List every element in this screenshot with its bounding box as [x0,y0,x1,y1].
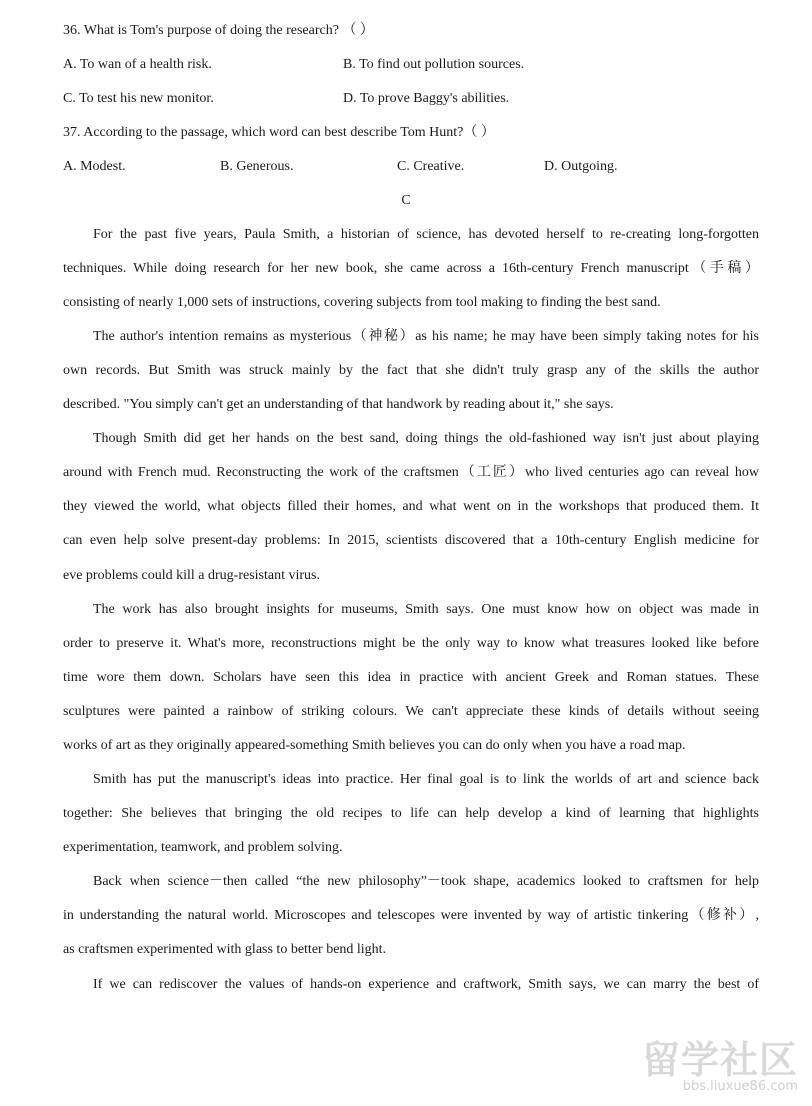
passage-line: Back when science－then called “the new philosophy”－took shape, academics looked to craftsmen for help [93,874,759,889]
passage-line: described. "You simply can't get an understanding of that handwork by reading about it," she says. [63,397,614,412]
passage-line: For the past five years, Paula Smith, a historian of science, has devoted herself to re-creating long-forgotten [93,227,759,242]
passage-line: order to preserve it. What's more, reconstructions might be the only way to know what treasures looked like before [63,636,759,651]
passage-line: time wore them down. Scholars have seen this idea in practice with ancient Greek and Roman statues. These [63,670,759,685]
passage-line: in understanding the natural world. Microscopes and telescopes were invented by way of artistic tinkering（修补）, [63,908,759,923]
passage-line: they viewed the world, what objects filled their homes, and what went on in the workshops that produced them. It [63,499,759,514]
question-36-option-d: D. To prove Baggy's abilities. [343,91,510,106]
question-36-option-a: A. To wan of a health risk. [63,57,212,72]
passage-line: around with French mud. Reconstructing the work of the craftsmen（工匠）who lived centuries ago can reveal how [63,465,759,480]
question-36-stem: 36. What is Tom's purpose of doing the research? （ ） [63,23,374,38]
passage-line: own records. But Smith was struck mainly by the fact that she didn't truly grasp any of the skills the author [63,363,759,378]
passage-line: The author's intention remains as mysterious（神秘）as his name; he may have been simply taking notes for his [93,329,759,344]
passage-line: as craftsmen experimented with glass to better bend light. [63,942,387,957]
question-37-option-d: D. Outgoing. [544,159,618,174]
passage-line: sculptures were painted a rainbow of striking colours. We can't appreciate these kinds of details without seeing [63,704,759,719]
passage-line: Smith has put the manuscript's ideas into practice. Her final goal is to link the worlds of art and science back [93,772,759,787]
passage-line: If we can rediscover the values of hands-on experience and craftwork, Smith says, we can marry the best of [93,977,759,992]
passage-line: experimentation, teamwork, and problem solving. [63,840,343,855]
question-37-option-a: A. Modest. [63,159,126,174]
passage-line: techniques. While doing research for her new book, she came across a 16th-century French manuscript（手稿） [63,261,759,276]
passage-line: eve problems could kill a drug-resistant virus. [63,568,320,583]
watermark-text: 留学社区 [641,1038,798,1082]
question-37-stem: 37. According to the passage, which word can best describe Tom Hunt?（ ） [63,125,495,140]
section-heading-c: C [401,193,411,208]
question-36-option-b: B. To find out pollution sources. [343,57,525,72]
watermark-url: bbs.liuxue86.com [682,1079,798,1094]
question-37-option-b: B. Generous. [220,159,294,174]
passage-line: can even help solve present-day problems: In 2015, scientists discovered that a 10th-century English medicine for [63,533,759,548]
question-36-option-c: C. To test his new monitor. [63,91,214,106]
passage-line: The work has also brought insights for museums, Smith says. One must know how on object was made in [93,602,759,617]
passage-line: together: She believes that bringing the old recipes to life can help develop a kind of learning that highlights [63,806,759,821]
watermark-logo [642,1040,798,1094]
passage-line: consisting of nearly 1,000 sets of instructions, covering subjects from tool making to finding the best sand. [63,295,661,310]
passage-line: works of art as they originally appeared-something Smith believes you can do only when you have a road map. [63,738,686,753]
passage-line: Though Smith did get her hands on the best sand, doing things the old-fashioned way isn't just about playing [93,431,759,446]
question-37-option-c: C. Creative. [397,159,465,174]
